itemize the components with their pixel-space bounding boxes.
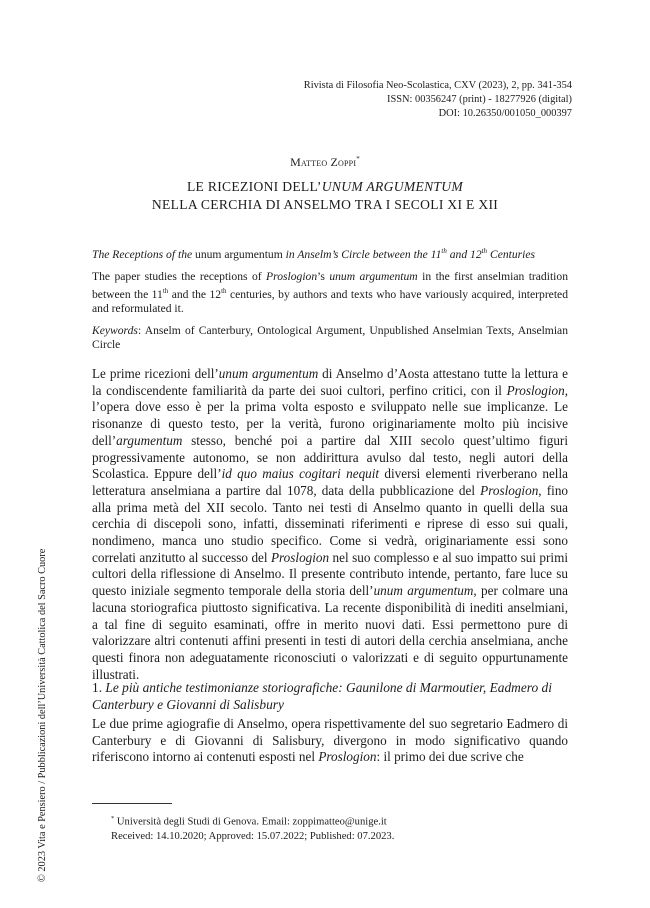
author-footnote-mark: * bbox=[356, 155, 360, 163]
title-line-1: LE RICEZIONI DELL’UNUM ARGUMENTUM bbox=[186, 179, 464, 194]
journal-citation: Rivista di Filosofia Neo-Scolastica, CXV (2023), 2, pp. 341-354 bbox=[303, 80, 572, 91]
author-name: Matteo Zoppi bbox=[290, 155, 357, 169]
journal-doi: DOI: 10.26350/001050_000397 bbox=[438, 108, 572, 119]
journal-issn: ISSN: 00356247 (print) - 18277926 (digital) bbox=[387, 94, 572, 105]
article-title bbox=[0, 178, 650, 214]
footnote-divider bbox=[92, 803, 172, 804]
section-heading bbox=[92, 679, 568, 713]
journal-header bbox=[304, 79, 572, 121]
english-title: The Receptions of the unum argumentum in Anselm’s Circle between the 11th and 12th Centuries bbox=[92, 247, 536, 261]
copyright-sidebar: © 2023 Vita e Pensiero / Pubblicazioni dell’Università Cattolica del Sacro Cuore bbox=[37, 548, 48, 882]
keywords-label: Keywords bbox=[92, 324, 138, 337]
keywords-list: : Anselm of Canterbury, Ontological Argument, Unpublished Anselmian Texts, Anselmian Circle bbox=[92, 324, 568, 351]
intro-paragraph: Le prime ricezioni dell’unum argumentum di Anselmo d’Aosta attestano tutte la lettura e la condiscendente familiarità da parte dei suoi cultori, perfino critici, con il Proslogion, l’opera dove esso è per la prima volta esposto e sviluppato nelle sue implicanze. Le risonanze di questo testo, per la verità, furono originariamente molto più incisive dell’argumentum stesso, benché poi a partire dal XIII secolo quest’ultimo figuri progressivamente autonomo, se non addirittura avulso dal testo, negli autori della Scolastica. Eppure dell’id quo maius cogitari nequit diversi elementi riverberano nella letteratura anselmiana a partire dal 1078, data della pubblicazione del Proslogion, fino alla prima metà del XII secolo. Tanto nei testi di Anselmo quanto in quelli della sua cerchia di discepoli sono, infatti, disseminati riferimenti e riprese di esso sui quali, nondimeno, manca uno studio specifico. Come si vedrà, originariamente essi sono correlati anzitutto al successo del Proslogion nel suo complesso e al suo impatto sui primi cultori della riflessione di Anselmo. Il presente contributo intende, pertanto, fare luce su questo iniziale segmento temporale della storia dell’unum argumentum, per colmare una lacuna storiografica piuttosto significativa. La recente disponibilità di inediti anselmiani, a tal fine di seguito esaminati, offre in merito nuovi dati. Essi permettono pure di valorizzare altri contenuti affini presenti in testi di autori della cerchia anselmiana, anche questi finora non adeguatamente riconosciuti o valorizzati e di seguito oppurtunamente illustrati. bbox=[92, 366, 569, 682]
title-line-2: NELLA CERCHIA DI ANSELMO TRA I SECOLI XI E XII bbox=[151, 197, 499, 212]
author-line bbox=[0, 155, 650, 170]
section-title: Le più antiche testimonianze storiografiche: Gaunilone di Marmoutier, Eadmero di Canterbury e Giovanni di Salisbury bbox=[92, 680, 552, 712]
section-paragraph: Le due prime agiografie di Anselmo, opera rispettivamente del suo segretario Eadmero di Canterbury e di Giovanni di Salisbury, divergono in modo significativo quando riferiscono intorno ai contenuti esposti nel Proslogion: il primo dei due scrive che bbox=[92, 716, 568, 765]
footnote bbox=[111, 812, 394, 844]
section-number: 1. bbox=[92, 680, 106, 695]
keywords bbox=[92, 324, 568, 352]
footnote-affiliation: * Università degli Studi di Genova. Email: zoppimatteo@unige.it bbox=[111, 815, 387, 828]
footnote-dates: Received: 14.10.2020; Approved: 15.07.2022; Published: 07.2023. bbox=[111, 830, 395, 842]
abstract-text: The paper studies the receptions of Proslogion’s unum argumentum in the first anselmian tradition between the 11th and the 12th centuries, by authors and texts who have variously acquired, interpreted and reformulated it. bbox=[92, 270, 568, 315]
